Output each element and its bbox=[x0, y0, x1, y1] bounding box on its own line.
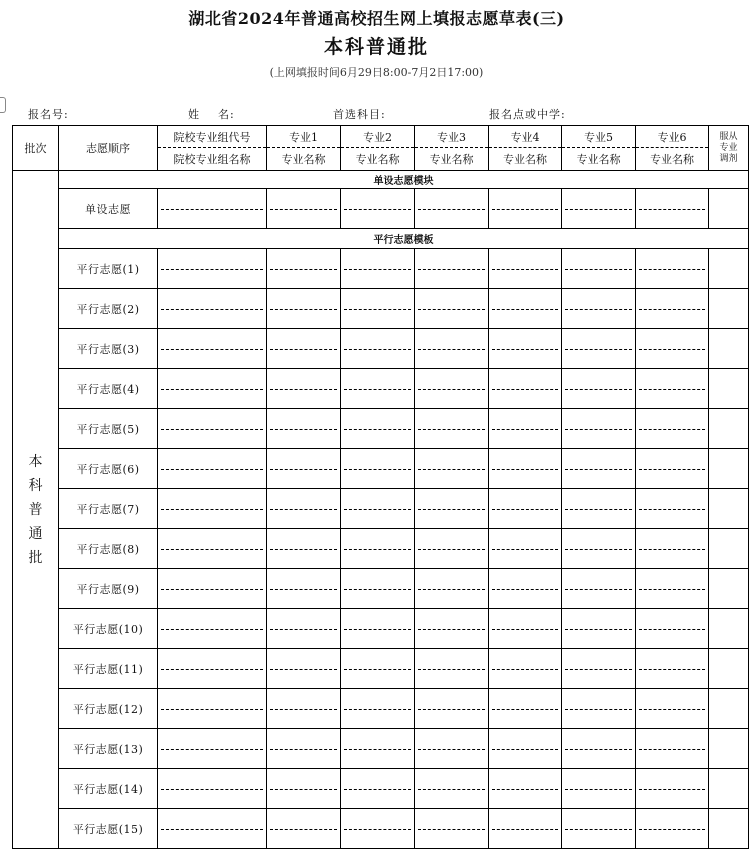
reg-no-label: 报名号: bbox=[28, 108, 69, 121]
parallel-wish-label: 平行志愿(11) bbox=[59, 649, 158, 689]
parallel-wish-row bbox=[13, 729, 749, 769]
parallel-major-field-1[interactable] bbox=[267, 449, 341, 489]
parallel-wish-row bbox=[13, 489, 749, 529]
single-major-field-1[interactable] bbox=[267, 189, 341, 229]
parallel-adjust-field[interactable] bbox=[709, 289, 749, 329]
parallel-major-field-2[interactable] bbox=[341, 729, 415, 769]
parallel-major-field-1[interactable] bbox=[267, 689, 341, 729]
parallel-major-field-3[interactable] bbox=[415, 249, 489, 289]
parallel-group-field[interactable] bbox=[158, 769, 267, 809]
parallel-major-field-2[interactable] bbox=[341, 649, 415, 689]
adjust-line-2: 专业 bbox=[719, 142, 738, 153]
batch-cell bbox=[13, 171, 59, 849]
parallel-major-field-5[interactable] bbox=[562, 729, 636, 769]
parallel-wish-label: 平行志愿(7) bbox=[59, 489, 158, 529]
parallel-major-field-2[interactable] bbox=[341, 609, 415, 649]
parallel-wish-row bbox=[13, 569, 749, 609]
single-module-row bbox=[13, 171, 749, 189]
single-major-field-6[interactable] bbox=[636, 189, 709, 229]
parallel-group-field[interactable] bbox=[158, 529, 267, 569]
parallel-major-field-3[interactable] bbox=[415, 649, 489, 689]
parallel-major-field-4[interactable] bbox=[489, 609, 562, 649]
parallel-wish-label: 平行志愿(12) bbox=[59, 689, 158, 729]
parallel-major-field-3[interactable] bbox=[415, 769, 489, 809]
parallel-major-field-2[interactable] bbox=[341, 809, 415, 849]
single-adjust-field[interactable] bbox=[709, 189, 749, 229]
major-name-header-5: 专业名称 bbox=[562, 148, 636, 171]
parallel-major-field-2[interactable] bbox=[341, 369, 415, 409]
single-group-field[interactable] bbox=[158, 189, 267, 229]
major-header-3: 专业3 bbox=[415, 126, 489, 148]
parallel-major-field-1[interactable] bbox=[267, 409, 341, 449]
parallel-major-field-6[interactable] bbox=[636, 529, 709, 569]
parallel-wish-label: 平行志愿(13) bbox=[59, 729, 158, 769]
parallel-wish-row bbox=[13, 249, 749, 289]
parallel-major-field-4[interactable] bbox=[489, 449, 562, 489]
parallel-adjust-field[interactable] bbox=[709, 249, 749, 289]
batch-char: 科 bbox=[28, 477, 43, 494]
parallel-adjust-field[interactable] bbox=[709, 369, 749, 409]
parallel-adjust-field[interactable] bbox=[709, 449, 749, 489]
parallel-major-field-2[interactable] bbox=[341, 409, 415, 449]
major-name-header-4: 专业名称 bbox=[489, 148, 562, 171]
parallel-major-field-4[interactable] bbox=[489, 289, 562, 329]
parallel-major-field-6[interactable] bbox=[636, 729, 709, 769]
parallel-adjust-field[interactable] bbox=[709, 409, 749, 449]
parallel-major-field-4[interactable] bbox=[489, 369, 562, 409]
parallel-major-field-4[interactable] bbox=[489, 249, 562, 289]
parallel-major-field-5[interactable] bbox=[562, 329, 636, 369]
batch-char: 本 bbox=[28, 453, 43, 470]
major-header-6: 专业6 bbox=[636, 126, 709, 148]
parallel-major-field-5[interactable] bbox=[562, 289, 636, 329]
parallel-group-field[interactable] bbox=[158, 369, 267, 409]
parallel-wish-label: 平行志愿(1) bbox=[59, 249, 158, 289]
parallel-major-field-5[interactable] bbox=[562, 809, 636, 849]
parallel-major-field-4[interactable] bbox=[489, 529, 562, 569]
parallel-major-field-3[interactable] bbox=[415, 569, 489, 609]
parallel-adjust-field[interactable] bbox=[709, 489, 749, 529]
parallel-group-field[interactable] bbox=[158, 409, 267, 449]
parallel-major-field-2[interactable] bbox=[341, 689, 415, 729]
school-label: 报名点或中学: bbox=[489, 108, 566, 121]
parallel-group-field[interactable] bbox=[158, 809, 267, 849]
parallel-major-field-2[interactable] bbox=[341, 249, 415, 289]
parallel-group-field[interactable] bbox=[158, 729, 267, 769]
major-header-1: 专业1 bbox=[267, 126, 341, 148]
single-module-title: 单设志愿模块 bbox=[59, 171, 749, 189]
group-code-header: 院校专业组代号 bbox=[158, 126, 267, 148]
parallel-major-field-3[interactable] bbox=[415, 409, 489, 449]
parallel-major-field-2[interactable] bbox=[341, 489, 415, 529]
parallel-major-field-3[interactable] bbox=[415, 369, 489, 409]
parallel-wish-label: 平行志愿(8) bbox=[59, 529, 158, 569]
parallel-major-field-4[interactable] bbox=[489, 769, 562, 809]
major-name-header-2: 专业名称 bbox=[341, 148, 415, 171]
parallel-major-field-6[interactable] bbox=[636, 649, 709, 689]
batch-char: 批 bbox=[28, 549, 43, 566]
wish-form-table bbox=[12, 125, 749, 849]
adjust-line-1: 服从 bbox=[719, 131, 738, 142]
parallel-major-field-6[interactable] bbox=[636, 489, 709, 529]
parallel-major-field-1[interactable] bbox=[267, 729, 341, 769]
parallel-major-field-5[interactable] bbox=[562, 369, 636, 409]
parallel-group-field[interactable] bbox=[158, 689, 267, 729]
first-subject-label: 首选科目: bbox=[333, 108, 386, 121]
parallel-wish-label: 平行志愿(14) bbox=[59, 769, 158, 809]
parallel-adjust-field[interactable] bbox=[709, 769, 749, 809]
parallel-major-field-5[interactable] bbox=[562, 449, 636, 489]
parallel-adjust-field[interactable] bbox=[709, 729, 749, 769]
parallel-major-field-1[interactable] bbox=[267, 609, 341, 649]
parallel-adjust-field[interactable] bbox=[709, 569, 749, 609]
parallel-major-field-6[interactable] bbox=[636, 329, 709, 369]
adjust-line-3: 调剂 bbox=[719, 153, 738, 164]
parallel-wish-row bbox=[13, 369, 749, 409]
parallel-major-field-1[interactable] bbox=[267, 369, 341, 409]
parallel-wish-row bbox=[13, 289, 749, 329]
parallel-adjust-field[interactable] bbox=[709, 689, 749, 729]
parallel-major-field-3[interactable] bbox=[415, 289, 489, 329]
parallel-group-field[interactable] bbox=[158, 609, 267, 649]
order-header: 志愿顺序 bbox=[59, 126, 158, 171]
parallel-major-field-1[interactable] bbox=[267, 649, 341, 689]
adjust-header bbox=[709, 126, 749, 171]
parallel-major-field-4[interactable] bbox=[489, 689, 562, 729]
parallel-major-field-2[interactable] bbox=[341, 329, 415, 369]
parallel-major-field-6[interactable] bbox=[636, 689, 709, 729]
parallel-major-field-4[interactable] bbox=[489, 649, 562, 689]
single-wish-label: 单设志愿 bbox=[59, 189, 158, 229]
major-name-header-1: 专业名称 bbox=[267, 148, 341, 171]
parallel-wish-label: 平行志愿(10) bbox=[59, 609, 158, 649]
single-major-field-4[interactable] bbox=[489, 189, 562, 229]
parallel-major-field-6[interactable] bbox=[636, 449, 709, 489]
parallel-major-field-6[interactable] bbox=[636, 249, 709, 289]
single-major-field-3[interactable] bbox=[415, 189, 489, 229]
parallel-major-field-3[interactable] bbox=[415, 609, 489, 649]
header-row-top bbox=[13, 126, 749, 148]
parallel-group-field[interactable] bbox=[158, 249, 267, 289]
parallel-major-field-6[interactable] bbox=[636, 369, 709, 409]
parallel-major-field-1[interactable] bbox=[267, 529, 341, 569]
parallel-adjust-field[interactable] bbox=[709, 329, 749, 369]
parallel-wish-row bbox=[13, 649, 749, 689]
parallel-major-field-5[interactable] bbox=[562, 529, 636, 569]
parallel-major-field-1[interactable] bbox=[267, 289, 341, 329]
parallel-major-field-3[interactable] bbox=[415, 689, 489, 729]
parallel-module-row bbox=[13, 229, 749, 249]
major-header-2: 专业2 bbox=[341, 126, 415, 148]
parallel-major-field-5[interactable] bbox=[562, 689, 636, 729]
parallel-major-field-5[interactable] bbox=[562, 409, 636, 449]
parallel-major-field-6[interactable] bbox=[636, 769, 709, 809]
single-major-field-5[interactable] bbox=[562, 189, 636, 229]
parallel-major-field-5[interactable] bbox=[562, 489, 636, 529]
parallel-major-field-5[interactable] bbox=[562, 249, 636, 289]
parallel-major-field-4[interactable] bbox=[489, 569, 562, 609]
parallel-module-title: 平行志愿模板 bbox=[59, 229, 749, 249]
major-name-header-3: 专业名称 bbox=[415, 148, 489, 171]
parallel-group-field[interactable] bbox=[158, 569, 267, 609]
parallel-adjust-field[interactable] bbox=[709, 529, 749, 569]
parallel-wish-row bbox=[13, 809, 749, 849]
batch-header: 批次 bbox=[13, 126, 59, 171]
parallel-major-field-2[interactable] bbox=[341, 769, 415, 809]
form-title: 湖北省2024年普通高校招生网上填报志愿草表(三) bbox=[188, 9, 565, 28]
parallel-group-field[interactable] bbox=[158, 329, 267, 369]
parallel-wish-row bbox=[13, 529, 749, 569]
parallel-adjust-field[interactable] bbox=[709, 809, 749, 849]
parallel-major-field-1[interactable] bbox=[267, 569, 341, 609]
parallel-major-field-6[interactable] bbox=[636, 289, 709, 329]
parallel-major-field-4[interactable] bbox=[489, 409, 562, 449]
parallel-wish-label: 平行志愿(5) bbox=[59, 409, 158, 449]
major-header-4: 专业4 bbox=[489, 126, 562, 148]
parallel-major-field-2[interactable] bbox=[341, 569, 415, 609]
parallel-major-field-5[interactable] bbox=[562, 769, 636, 809]
parallel-major-field-4[interactable] bbox=[489, 809, 562, 849]
parallel-wish-label: 平行志愿(15) bbox=[59, 809, 158, 849]
parallel-wish-row bbox=[13, 449, 749, 489]
parallel-major-field-3[interactable] bbox=[415, 529, 489, 569]
parallel-major-field-5[interactable] bbox=[562, 569, 636, 609]
parallel-major-field-6[interactable] bbox=[636, 809, 709, 849]
parallel-major-field-1[interactable] bbox=[267, 809, 341, 849]
parallel-major-field-3[interactable] bbox=[415, 809, 489, 849]
name-label: 姓 名: bbox=[188, 108, 235, 121]
batch-subtitle: 本科普通批 bbox=[323, 36, 429, 58]
batch-vertical-label bbox=[28, 450, 44, 570]
parallel-major-field-3[interactable] bbox=[415, 449, 489, 489]
parallel-wish-label: 平行志愿(6) bbox=[59, 449, 158, 489]
parallel-major-field-1[interactable] bbox=[267, 329, 341, 369]
parallel-major-field-6[interactable] bbox=[636, 409, 709, 449]
parallel-wish-label: 平行志愿(9) bbox=[59, 569, 158, 609]
parallel-wish-label: 平行志愿(2) bbox=[59, 289, 158, 329]
parallel-major-field-2[interactable] bbox=[341, 529, 415, 569]
single-major-field-2[interactable] bbox=[341, 189, 415, 229]
parallel-adjust-field[interactable] bbox=[709, 649, 749, 689]
parallel-major-field-4[interactable] bbox=[489, 729, 562, 769]
parallel-major-field-5[interactable] bbox=[562, 649, 636, 689]
parallel-major-field-1[interactable] bbox=[267, 249, 341, 289]
parallel-major-field-5[interactable] bbox=[562, 609, 636, 649]
parallel-adjust-field[interactable] bbox=[709, 609, 749, 649]
filing-timeline: (上网填报时间6月29日8:00-7月2日17:00) bbox=[269, 66, 484, 79]
group-name-header: 院校专业组名称 bbox=[158, 148, 267, 171]
parallel-wish-row bbox=[13, 609, 749, 649]
parallel-major-field-3[interactable] bbox=[415, 329, 489, 369]
parallel-group-field[interactable] bbox=[158, 449, 267, 489]
parallel-major-field-1[interactable] bbox=[267, 769, 341, 809]
parallel-wish-row bbox=[13, 409, 749, 449]
parallel-major-field-2[interactable] bbox=[341, 449, 415, 489]
parallel-major-field-3[interactable] bbox=[415, 489, 489, 529]
parallel-wish-label: 平行志愿(4) bbox=[59, 369, 158, 409]
parallel-major-field-6[interactable] bbox=[636, 609, 709, 649]
parallel-major-field-6[interactable] bbox=[636, 569, 709, 609]
major-name-header-6: 专业名称 bbox=[636, 148, 709, 171]
parallel-group-field[interactable] bbox=[158, 649, 267, 689]
parallel-major-field-1[interactable] bbox=[267, 489, 341, 529]
student-info-row bbox=[0, 106, 753, 124]
batch-char: 通 bbox=[28, 525, 43, 542]
single-wish-row bbox=[13, 189, 749, 229]
parallel-major-field-4[interactable] bbox=[489, 489, 562, 529]
parallel-wish-label: 平行志愿(3) bbox=[59, 329, 158, 369]
parallel-major-field-3[interactable] bbox=[415, 729, 489, 769]
parallel-group-field[interactable] bbox=[158, 289, 267, 329]
parallel-wish-row bbox=[13, 329, 749, 369]
parallel-major-field-2[interactable] bbox=[341, 289, 415, 329]
major-header-5: 专业5 bbox=[562, 126, 636, 148]
batch-char: 普 bbox=[28, 501, 43, 518]
parallel-wish-row bbox=[13, 769, 749, 809]
parallel-wish-row bbox=[13, 689, 749, 729]
parallel-group-field[interactable] bbox=[158, 489, 267, 529]
parallel-major-field-4[interactable] bbox=[489, 329, 562, 369]
